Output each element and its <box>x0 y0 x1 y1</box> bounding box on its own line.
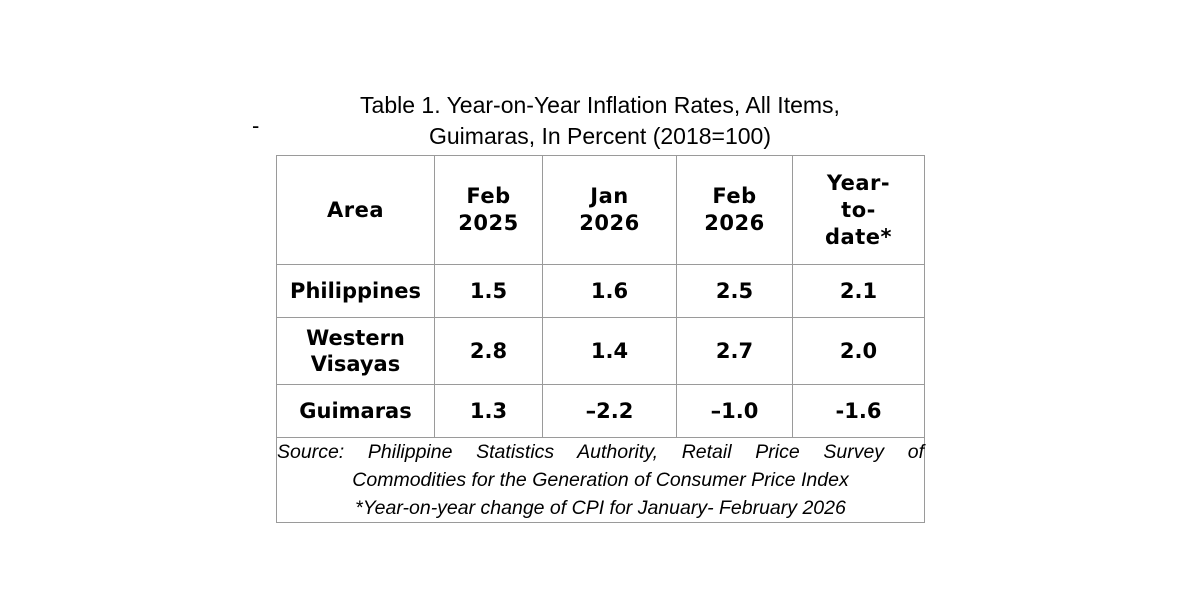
row-area-western-visayas-line-2: Visayas <box>310 352 401 376</box>
cell-philippines-feb-2026: 2.5 <box>677 265 793 318</box>
row-area-philippines <box>277 265 435 318</box>
column-header-feb-2026-line-1: Feb <box>712 184 757 208</box>
table-title-line-1: Table 1. Year-on-Year Inflation Rates, All Items, <box>360 92 840 118</box>
column-header-feb-2025-line-2: 2025 <box>458 211 519 235</box>
cell-guimaras-feb-2025: 1.3 <box>435 385 543 438</box>
table-header-row <box>277 156 925 265</box>
row-area-guimaras-line-1: Guimaras <box>299 399 412 423</box>
cell-guimaras-year-to-date: -1.6 <box>793 385 925 438</box>
cell-philippines-feb-2025: 1.5 <box>435 265 543 318</box>
row-area-western-visayas-line-1: Western <box>306 326 405 350</box>
inflation-rates-table <box>276 155 925 523</box>
cell-philippines-year-to-date: 2.1 <box>793 265 925 318</box>
table-row <box>277 318 925 385</box>
source-note-line-1: Source: Philippine Statistics Authority, Retail Price Survey of <box>277 441 924 463</box>
stray-dash-mark: - <box>252 113 260 138</box>
source-note-line-2: Commodities for the Generation of Consumer Price Index <box>352 469 849 491</box>
table-title-line-2: Guimaras, In Percent (2018=100) <box>429 123 771 149</box>
column-header-feb-2026 <box>677 156 793 265</box>
column-header-feb-2025 <box>435 156 543 265</box>
table-title <box>276 90 924 152</box>
cell-guimaras-jan-2026: –2.2 <box>543 385 677 438</box>
cell-western-visayas-year-to-date: 2.0 <box>793 318 925 385</box>
cell-western-visayas-feb-2026: 2.7 <box>677 318 793 385</box>
table-container <box>276 155 924 523</box>
source-note-line-3: *Year-on-year change of CPI for January- February 2026 <box>355 497 846 519</box>
column-header-jan-2026-line-2: 2026 <box>579 211 640 235</box>
table-row <box>277 265 925 318</box>
column-header-year-to-date <box>793 156 925 265</box>
cell-philippines-jan-2026: 1.6 <box>543 265 677 318</box>
row-area-western-visayas <box>277 318 435 385</box>
column-header-jan-2026 <box>543 156 677 265</box>
table-source-note <box>277 438 925 523</box>
row-area-guimaras <box>277 385 435 438</box>
column-header-jan-2026-line-1: Jan <box>590 184 629 208</box>
column-header-area <box>277 156 435 265</box>
column-header-year-to-date-line-3: date* <box>825 224 892 249</box>
table-footnote-row <box>277 438 925 523</box>
column-header-feb-2026-line-2: 2026 <box>704 211 765 235</box>
cell-western-visayas-feb-2025: 2.8 <box>435 318 543 385</box>
cell-guimaras-feb-2026: –1.0 <box>677 385 793 438</box>
column-header-year-to-date-line-1: Year- <box>826 170 891 195</box>
cell-western-visayas-jan-2026: 1.4 <box>543 318 677 385</box>
column-header-year-to-date-line-2: to- <box>841 197 876 222</box>
table-row <box>277 385 925 438</box>
column-header-feb-2025-line-1: Feb <box>466 184 511 208</box>
column-header-area-line-1: Area <box>326 197 385 222</box>
row-area-philippines-line-1: Philippines <box>290 279 421 303</box>
